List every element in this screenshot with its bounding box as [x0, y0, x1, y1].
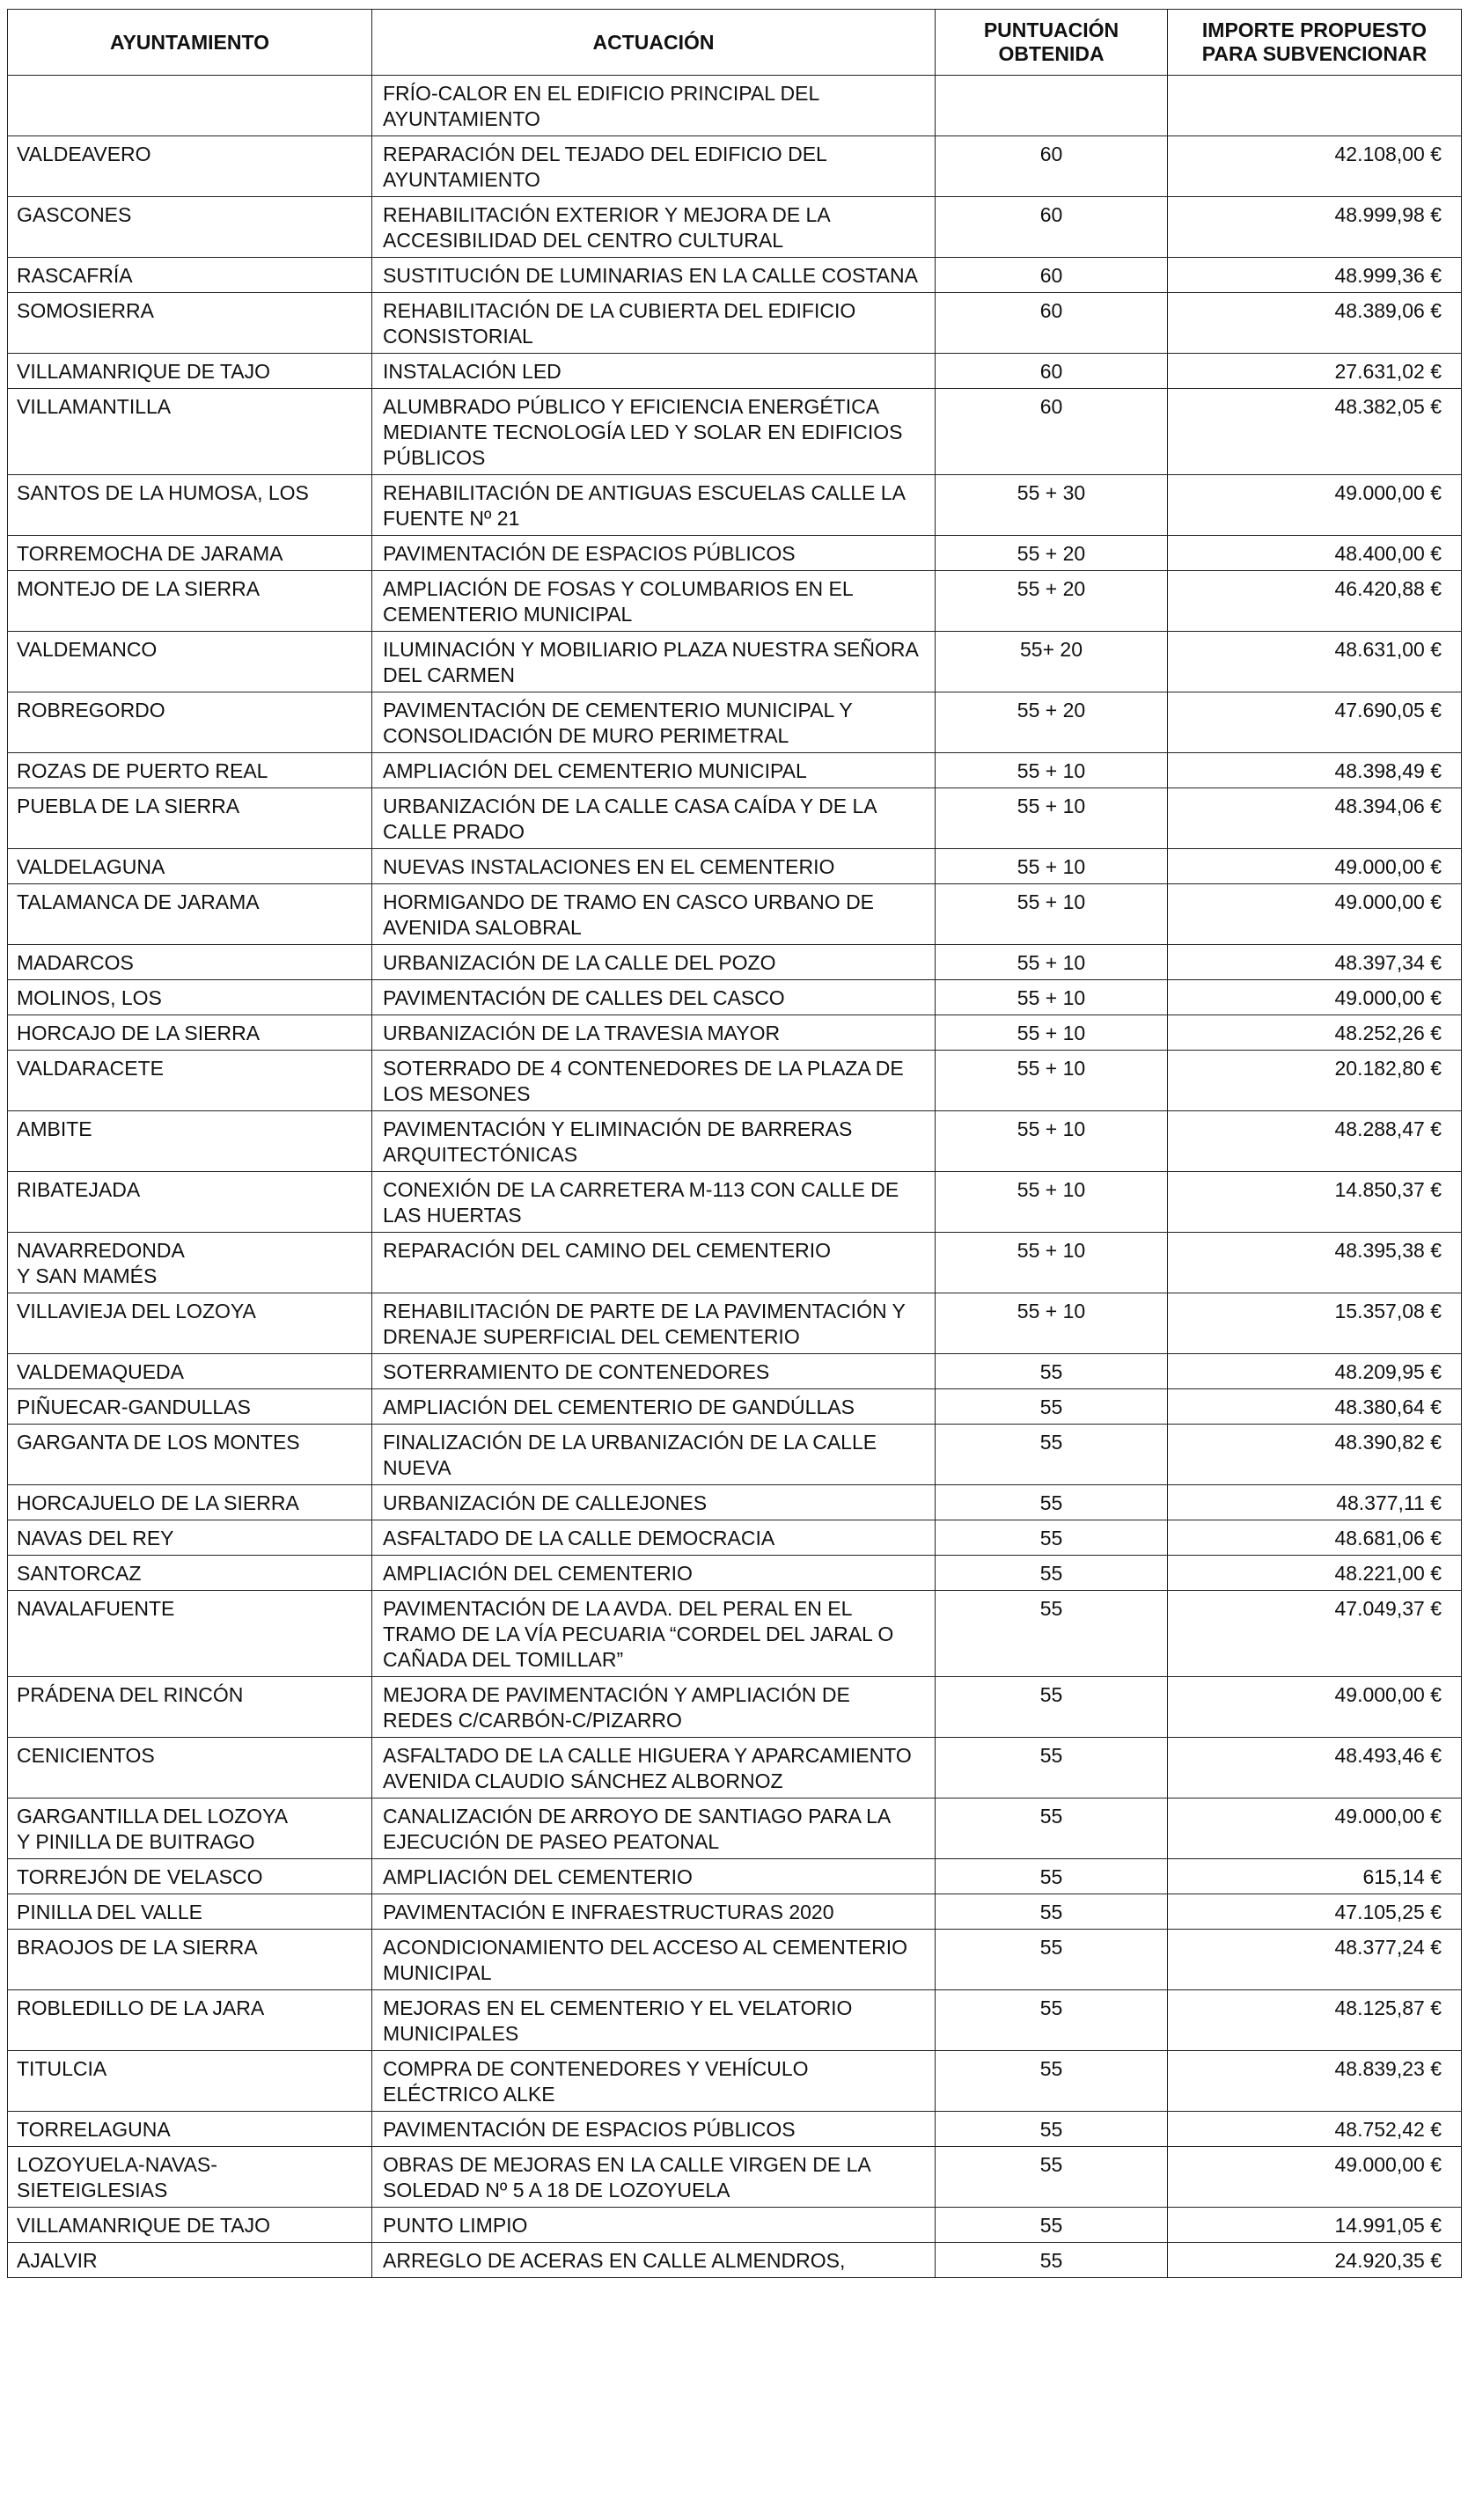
cell-actuacion: ASFALTADO DE LA CALLE DEMOCRACIA	[372, 1520, 936, 1556]
cell-ayuntamiento: NAVALAFUENTE	[8, 1591, 372, 1677]
cell-actuacion: PAVIMENTACIÓN DE ESPACIOS PÚBLICOS	[372, 536, 936, 571]
cell-puntuacion: 55	[936, 1556, 1168, 1591]
cell-ayuntamiento: AJALVIR	[8, 2243, 372, 2278]
cell-ayuntamiento: SOMOSIERRA	[8, 293, 372, 354]
cell-ayuntamiento: PRÁDENA DEL RINCÓN	[8, 1677, 372, 1738]
table-row	[8, 571, 1462, 632]
table-row	[8, 788, 1462, 849]
cell-importe: 48.681,06 €	[1168, 1520, 1462, 1556]
cell-puntuacion: 55	[936, 2112, 1168, 2147]
table-row	[8, 76, 1462, 136]
cell-ayuntamiento: CENICIENTOS	[8, 1738, 372, 1798]
cell-ayuntamiento: MONTEJO DE LA SIERRA	[8, 571, 372, 632]
table-row	[8, 1051, 1462, 1111]
cell-importe: 48.389,06 €	[1168, 293, 1462, 354]
cell-ayuntamiento: VALDEMAQUEDA	[8, 1354, 372, 1389]
cell-importe: 47.105,25 €	[1168, 1894, 1462, 1930]
table-row	[8, 1233, 1462, 1293]
cell-puntuacion: 55 + 10	[936, 1172, 1168, 1233]
cell-importe: 49.000,00 €	[1168, 849, 1462, 884]
cell-ayuntamiento: PUEBLA DE LA SIERRA	[8, 788, 372, 849]
cell-ayuntamiento: VILLAMANTILLA	[8, 389, 372, 475]
cell-actuacion: INSTALACIÓN LED	[372, 354, 936, 389]
cell-puntuacion: 55	[936, 1677, 1168, 1738]
cell-actuacion: URBANIZACIÓN DE CALLEJONES	[372, 1485, 936, 1520]
cell-puntuacion: 55 + 20	[936, 536, 1168, 571]
cell-ayuntamiento: PINILLA DEL VALLE	[8, 1894, 372, 1930]
table-row	[8, 136, 1462, 197]
table-row	[8, 1172, 1462, 1233]
table-row	[8, 293, 1462, 354]
cell-actuacion: CANALIZACIÓN DE ARROYO DE SANTIAGO PARA LA EJECUCIÓN DE PASEO PEATONAL	[372, 1798, 936, 1859]
cell-puntuacion: 55 + 30	[936, 475, 1168, 536]
header-actuacion: ACTUACIÓN	[372, 10, 936, 76]
cell-importe: 14.991,05 €	[1168, 2208, 1462, 2243]
cell-importe: 48.390,82 €	[1168, 1425, 1462, 1485]
cell-ayuntamiento: VILLAMANRIQUE DE TAJO	[8, 2208, 372, 2243]
cell-actuacion: PAVIMENTACIÓN DE CEMENTERIO MUNICIPAL Y CONSOLIDACIÓN DE MURO PERIMETRAL	[372, 692, 936, 753]
cell-puntuacion: 55 + 10	[936, 1293, 1168, 1354]
cell-ayuntamiento: GASCONES	[8, 197, 372, 258]
table-row	[8, 2147, 1462, 2208]
cell-puntuacion: 55	[936, 2147, 1168, 2208]
cell-actuacion: PUNTO LIMPIO	[372, 2208, 936, 2243]
cell-importe: 49.000,00 €	[1168, 475, 1462, 536]
cell-puntuacion: 60	[936, 293, 1168, 354]
cell-actuacion: REHABILITACIÓN EXTERIOR Y MEJORA DE LA ACCESIBILIDAD DEL CENTRO CULTURAL	[372, 197, 936, 258]
table-row	[8, 2051, 1462, 2112]
cell-importe: 615,14 €	[1168, 1859, 1462, 1894]
cell-puntuacion: 55+ 20	[936, 632, 1168, 692]
cell-importe: 49.000,00 €	[1168, 884, 1462, 945]
cell-puntuacion: 55 + 20	[936, 571, 1168, 632]
cell-ayuntamiento: LOZOYUELA-NAVAS- SIETEIGLESIAS	[8, 2147, 372, 2208]
cell-puntuacion: 55 + 10	[936, 1015, 1168, 1051]
table-row	[8, 692, 1462, 753]
cell-actuacion: SUSTITUCIÓN DE LUMINARIAS EN LA CALLE COSTANA	[372, 258, 936, 293]
table-row	[8, 1738, 1462, 1798]
cell-actuacion: COMPRA DE CONTENEDORES Y VEHÍCULO ELÉCTRICO ALKE	[372, 2051, 936, 2112]
table-row	[8, 2243, 1462, 2278]
cell-puntuacion: 55	[936, 1425, 1168, 1485]
table-row	[8, 389, 1462, 475]
table-header	[8, 10, 1462, 76]
cell-importe: 48.252,26 €	[1168, 1015, 1462, 1051]
cell-importe: 14.850,37 €	[1168, 1172, 1462, 1233]
header-row	[8, 10, 1462, 76]
cell-importe: 24.920,35 €	[1168, 2243, 1462, 2278]
cell-puntuacion: 55	[936, 1354, 1168, 1389]
table-row	[8, 354, 1462, 389]
cell-ayuntamiento: HORCAJO DE LA SIERRA	[8, 1015, 372, 1051]
cell-importe: 49.000,00 €	[1168, 2147, 1462, 2208]
header-ayuntamiento: AYUNTAMIENTO	[8, 10, 372, 76]
cell-importe: 48.288,47 €	[1168, 1111, 1462, 1172]
table-row	[8, 1293, 1462, 1354]
cell-ayuntamiento: VALDELAGUNA	[8, 849, 372, 884]
cell-puntuacion: 55	[936, 2208, 1168, 2243]
cell-puntuacion: 55 + 10	[936, 1233, 1168, 1293]
cell-ayuntamiento: BRAOJOS DE LA SIERRA	[8, 1930, 372, 1990]
table-row	[8, 475, 1462, 536]
cell-puntuacion: 55	[936, 2051, 1168, 2112]
cell-actuacion: PAVIMENTACIÓN DE LA AVDA. DEL PERAL EN EL TRAMO DE LA VÍA PECUARIA “CORDEL DEL JARAL O CAÑADA DEL TOMILLAR”	[372, 1591, 936, 1677]
cell-puntuacion: 55 + 20	[936, 692, 1168, 753]
cell-puntuacion: 55 + 10	[936, 849, 1168, 884]
cell-importe: 20.182,80 €	[1168, 1051, 1462, 1111]
cell-ayuntamiento: RIBATEJADA	[8, 1172, 372, 1233]
cell-ayuntamiento: VILLAVIEJA DEL LOZOYA	[8, 1293, 372, 1354]
cell-importe: 42.108,00 €	[1168, 136, 1462, 197]
cell-importe: 15.357,08 €	[1168, 1293, 1462, 1354]
cell-actuacion: PAVIMENTACIÓN Y ELIMINACIÓN DE BARRERAS ARQUITECTÓNICAS	[372, 1111, 936, 1172]
table-row	[8, 1990, 1462, 2051]
subsidy-table	[7, 9, 1462, 2278]
cell-importe: 46.420,88 €	[1168, 571, 1462, 632]
cell-actuacion: REHABILITACIÓN DE ANTIGUAS ESCUELAS CALLE LA FUENTE Nº 21	[372, 475, 936, 536]
cell-actuacion: REHABILITACIÓN DE LA CUBIERTA DEL EDIFICIO CONSISTORIAL	[372, 293, 936, 354]
cell-importe: 48.394,06 €	[1168, 788, 1462, 849]
cell-ayuntamiento: VALDEMANCO	[8, 632, 372, 692]
cell-ayuntamiento: SANTORCAZ	[8, 1556, 372, 1591]
cell-ayuntamiento: TALAMANCA DE JARAMA	[8, 884, 372, 945]
cell-ayuntamiento: MADARCOS	[8, 945, 372, 980]
cell-ayuntamiento	[8, 76, 372, 136]
cell-importe: 48.493,46 €	[1168, 1738, 1462, 1798]
cell-actuacion: SOTERRADO DE 4 CONTENEDORES DE LA PLAZA DE LOS MESONES	[372, 1051, 936, 1111]
cell-actuacion: NUEVAS INSTALACIONES EN EL CEMENTERIO	[372, 849, 936, 884]
cell-importe: 48.631,00 €	[1168, 632, 1462, 692]
table-row	[8, 1015, 1462, 1051]
document-page	[7, 9, 1461, 2278]
cell-actuacion: MEJORAS EN EL CEMENTERIO Y EL VELATORIO MUNICIPALES	[372, 1990, 936, 2051]
cell-importe: 48.400,00 €	[1168, 536, 1462, 571]
cell-ayuntamiento: TORREMOCHA DE JARAMA	[8, 536, 372, 571]
table-row	[8, 945, 1462, 980]
table-row	[8, 753, 1462, 788]
cell-importe: 49.000,00 €	[1168, 1677, 1462, 1738]
cell-actuacion: URBANIZACIÓN DE LA TRAVESIA MAYOR	[372, 1015, 936, 1051]
cell-actuacion: REHABILITACIÓN DE PARTE DE LA PAVIMENTACIÓN Y DRENAJE SUPERFICIAL DEL CEMENTERIO	[372, 1293, 936, 1354]
table-row	[8, 1677, 1462, 1738]
cell-puntuacion: 60	[936, 136, 1168, 197]
cell-actuacion: ALUMBRADO PÚBLICO Y EFICIENCIA ENERGÉTICA MEDIANTE TECNOLOGÍA LED Y SOLAR EN EDIFICIOS PÚBLICOS	[372, 389, 936, 475]
cell-importe: 49.000,00 €	[1168, 980, 1462, 1015]
cell-ayuntamiento: MOLINOS, LOS	[8, 980, 372, 1015]
cell-actuacion: AMPLIACIÓN DEL CEMENTERIO MUNICIPAL	[372, 753, 936, 788]
cell-importe: 48.398,49 €	[1168, 753, 1462, 788]
cell-ayuntamiento: TORRELAGUNA	[8, 2112, 372, 2147]
cell-ayuntamiento: HORCAJUELO DE LA SIERRA	[8, 1485, 372, 1520]
cell-puntuacion: 55	[936, 1738, 1168, 1798]
cell-actuacion: FINALIZACIÓN DE LA URBANIZACIÓN DE LA CALLE NUEVA	[372, 1425, 936, 1485]
table-row	[8, 1354, 1462, 1389]
cell-puntuacion: 55	[936, 1520, 1168, 1556]
table-row	[8, 1485, 1462, 1520]
cell-importe: 47.049,37 €	[1168, 1591, 1462, 1677]
table-row	[8, 1556, 1462, 1591]
table-row	[8, 849, 1462, 884]
cell-puntuacion: 55 + 10	[936, 945, 1168, 980]
cell-puntuacion: 55 + 10	[936, 980, 1168, 1015]
cell-puntuacion: 55	[936, 1798, 1168, 1859]
cell-importe: 48.999,36 €	[1168, 258, 1462, 293]
cell-ayuntamiento: RASCAFRÍA	[8, 258, 372, 293]
cell-importe: 48.377,24 €	[1168, 1930, 1462, 1990]
cell-ayuntamiento: VILLAMANRIQUE DE TAJO	[8, 354, 372, 389]
header-importe: IMPORTE PROPUESTO PARA SUBVENCIONAR	[1168, 10, 1462, 76]
cell-ayuntamiento: PIÑUECAR-GANDULLAS	[8, 1389, 372, 1425]
cell-ayuntamiento: AMBITE	[8, 1111, 372, 1172]
cell-actuacion: PAVIMENTACIÓN DE CALLES DEL CASCO	[372, 980, 936, 1015]
table-row	[8, 1859, 1462, 1894]
cell-actuacion: AMPLIACIÓN DEL CEMENTERIO	[372, 1556, 936, 1591]
cell-ayuntamiento: VALDEAVERO	[8, 136, 372, 197]
cell-ayuntamiento: NAVAS DEL REY	[8, 1520, 372, 1556]
cell-puntuacion: 55	[936, 1485, 1168, 1520]
cell-actuacion: AMPLIACIÓN DEL CEMENTERIO DE GANDÚLLAS	[372, 1389, 936, 1425]
cell-puntuacion: 55	[936, 1859, 1168, 1894]
cell-puntuacion: 55 + 10	[936, 1111, 1168, 1172]
cell-ayuntamiento: TORREJÓN DE VELASCO	[8, 1859, 372, 1894]
cell-ayuntamiento: SANTOS DE LA HUMOSA, LOS	[8, 475, 372, 536]
cell-ayuntamiento: VALDARACETE	[8, 1051, 372, 1111]
cell-ayuntamiento: ROBLEDILLO DE LA JARA	[8, 1990, 372, 2051]
cell-actuacion: PAVIMENTACIÓN E INFRAESTRUCTURAS 2020	[372, 1894, 936, 1930]
cell-actuacion: OBRAS DE MEJORAS EN LA CALLE VIRGEN DE LA SOLEDAD Nº 5 A 18 DE LOZOYUELA	[372, 2147, 936, 2208]
cell-puntuacion: 55	[936, 1389, 1168, 1425]
cell-importe: 48.209,95 €	[1168, 1354, 1462, 1389]
cell-puntuacion: 55	[936, 1930, 1168, 1990]
cell-puntuacion: 55	[936, 2243, 1168, 2278]
header-puntuacion: PUNTUACIÓN OBTENIDA	[936, 10, 1168, 76]
cell-puntuacion	[936, 76, 1168, 136]
table-row	[8, 1591, 1462, 1677]
cell-ayuntamiento: TITULCIA	[8, 2051, 372, 2112]
table-row	[8, 1389, 1462, 1425]
cell-actuacion: AMPLIACIÓN DEL CEMENTERIO	[372, 1859, 936, 1894]
cell-puntuacion: 55 + 10	[936, 1051, 1168, 1111]
cell-importe: 49.000,00 €	[1168, 1798, 1462, 1859]
table-row	[8, 1894, 1462, 1930]
cell-puntuacion: 60	[936, 197, 1168, 258]
cell-importe: 48.752,42 €	[1168, 2112, 1462, 2147]
cell-importe: 48.377,11 €	[1168, 1485, 1462, 1520]
cell-ayuntamiento: ROBREGORDO	[8, 692, 372, 753]
cell-actuacion: URBANIZACIÓN DE LA CALLE DEL POZO	[372, 945, 936, 980]
cell-importe: 48.382,05 €	[1168, 389, 1462, 475]
cell-actuacion: ACONDICIONAMIENTO DEL ACCESO AL CEMENTERIO MUNICIPAL	[372, 1930, 936, 1990]
table-row	[8, 980, 1462, 1015]
table-row	[8, 1930, 1462, 1990]
cell-actuacion: ASFALTADO DE LA CALLE HIGUERA Y APARCAMIENTO AVENIDA CLAUDIO SÁNCHEZ ALBORNOZ	[372, 1738, 936, 1798]
cell-importe: 47.690,05 €	[1168, 692, 1462, 753]
table-row	[8, 1111, 1462, 1172]
cell-puntuacion: 55 + 10	[936, 884, 1168, 945]
table-row	[8, 2208, 1462, 2243]
table-row	[8, 884, 1462, 945]
cell-importe: 48.397,34 €	[1168, 945, 1462, 980]
cell-ayuntamiento: NAVARREDONDA Y SAN MAMÉS	[8, 1233, 372, 1293]
cell-importe: 48.221,00 €	[1168, 1556, 1462, 1591]
cell-puntuacion: 60	[936, 354, 1168, 389]
cell-puntuacion: 55 + 10	[936, 788, 1168, 849]
cell-actuacion: PAVIMENTACIÓN DE ESPACIOS PÚBLICOS	[372, 2112, 936, 2147]
table-row	[8, 1425, 1462, 1485]
cell-actuacion: URBANIZACIÓN DE LA CALLE CASA CAÍDA Y DE LA CALLE PRADO	[372, 788, 936, 849]
cell-puntuacion: 60	[936, 389, 1168, 475]
cell-importe: 48.839,23 €	[1168, 2051, 1462, 2112]
cell-puntuacion: 55	[936, 1990, 1168, 2051]
cell-importe: 48.125,87 €	[1168, 1990, 1462, 2051]
cell-puntuacion: 60	[936, 258, 1168, 293]
table-row	[8, 632, 1462, 692]
cell-actuacion: HORMIGANDO DE TRAMO EN CASCO URBANO DE AVENIDA SALOBRAL	[372, 884, 936, 945]
cell-puntuacion: 55 + 10	[936, 753, 1168, 788]
cell-importe: 48.999,98 €	[1168, 197, 1462, 258]
cell-importe	[1168, 76, 1462, 136]
table-body	[8, 76, 1462, 2278]
cell-puntuacion: 55	[936, 1894, 1168, 1930]
cell-importe: 27.631,02 €	[1168, 354, 1462, 389]
cell-actuacion: ILUMINACIÓN Y MOBILIARIO PLAZA NUESTRA SEÑORA DEL CARMEN	[372, 632, 936, 692]
table-row	[8, 1520, 1462, 1556]
cell-actuacion: FRÍO-CALOR EN EL EDIFICIO PRINCIPAL DEL AYUNTAMIENTO	[372, 76, 936, 136]
cell-actuacion: ARREGLO DE ACERAS EN CALLE ALMENDROS,	[372, 2243, 936, 2278]
cell-ayuntamiento: GARGANTA DE LOS MONTES	[8, 1425, 372, 1485]
cell-actuacion: AMPLIACIÓN DE FOSAS Y COLUMBARIOS EN EL CEMENTERIO MUNICIPAL	[372, 571, 936, 632]
cell-actuacion: REPARACIÓN DEL TEJADO DEL EDIFICIO DEL AYUNTAMIENTO	[372, 136, 936, 197]
cell-actuacion: REPARACIÓN DEL CAMINO DEL CEMENTERIO	[372, 1233, 936, 1293]
cell-puntuacion: 55	[936, 1591, 1168, 1677]
cell-ayuntamiento: ROZAS DE PUERTO REAL	[8, 753, 372, 788]
cell-importe: 48.380,64 €	[1168, 1389, 1462, 1425]
cell-importe: 48.395,38 €	[1168, 1233, 1462, 1293]
table-row	[8, 197, 1462, 258]
table-row	[8, 1798, 1462, 1859]
cell-ayuntamiento: GARGANTILLA DEL LOZOYA Y PINILLA DE BUITRAGO	[8, 1798, 372, 1859]
cell-actuacion: MEJORA DE PAVIMENTACIÓN Y AMPLIACIÓN DE REDES C/CARBÓN-C/PIZARRO	[372, 1677, 936, 1738]
table-row	[8, 2112, 1462, 2147]
table-row	[8, 536, 1462, 571]
cell-actuacion: CONEXIÓN DE LA CARRETERA M-113 CON CALLE DE LAS HUERTAS	[372, 1172, 936, 1233]
table-row	[8, 258, 1462, 293]
cell-actuacion: SOTERRAMIENTO DE CONTENEDORES	[372, 1354, 936, 1389]
